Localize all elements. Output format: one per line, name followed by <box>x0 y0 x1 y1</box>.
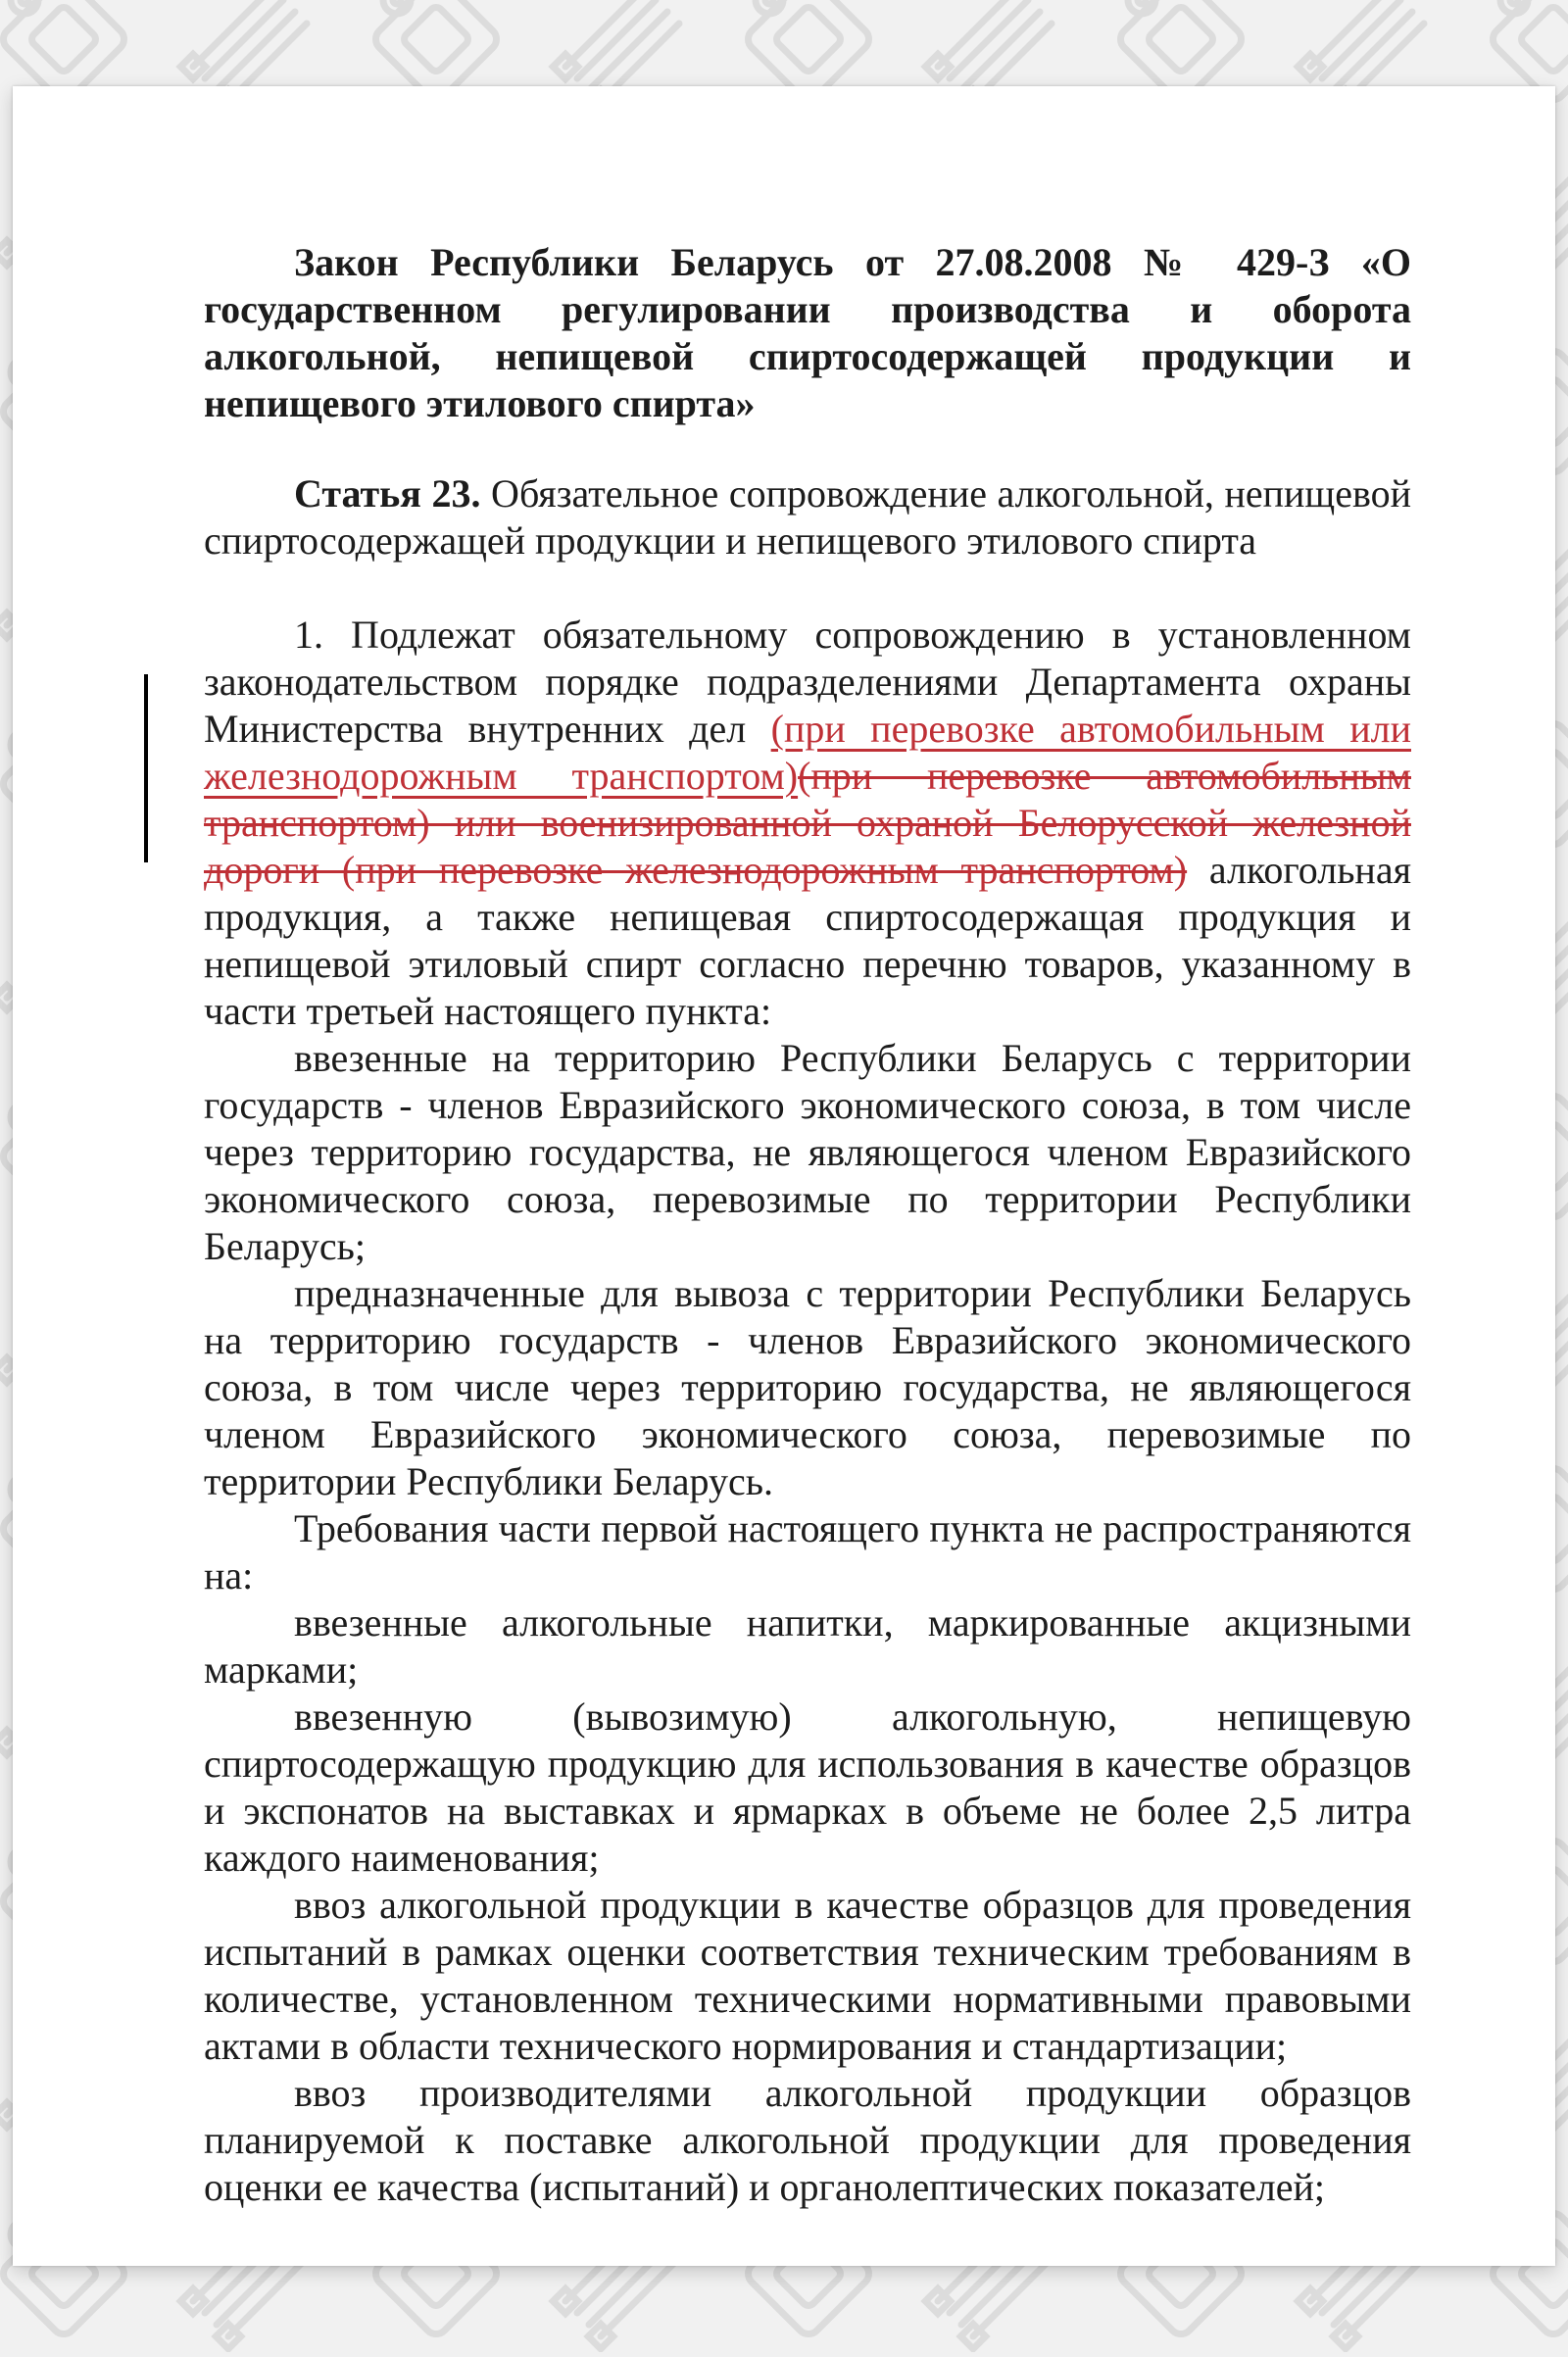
document-page <box>13 86 1555 2266</box>
paragraph: предназначенные для вывоза с территории Республики Беларусь на территорию государств - членов Евразийского экономического союза, в том числе через территорию государства, не являющегося членом Евразийского экономического союза, перевозимые по территории Республики Беларусь. <box>204 1271 1411 1503</box>
clause-1-paragraph <box>204 612 1411 1035</box>
document-content <box>204 239 1411 2211</box>
law-title: Закон Республики Беларусь от 27.08.2008 № 429-З «О государственном регулировании производства и оборота алкогольной, непищевой спиртосодержащей продукции и непищевого этилового спирта» <box>204 240 1411 425</box>
paragraph: ввезенные алкогольные напитки, маркированные акцизными марками; <box>204 1600 1411 1692</box>
paragraph: ввезенную (вывозимую) алкогольную, непищевую спиртосодержащую продукцию для использования в качестве образцов и экспонатов на выставках и ярмарках в объеме не более 2,5 литра каждого наименования; <box>204 1694 1411 1880</box>
paragraph: ввоз производителями алкогольной продукции образцов планируемой к поставке алкогольной продукции для проведения оценки ее качества (испытаний) и органолептических показателей; <box>204 2071 1411 2209</box>
inserted-text: (при перевозке автомобильным или железнодорожным транспортом) <box>204 707 1411 798</box>
article-number-label: Статья 23. <box>294 471 481 516</box>
article-heading <box>204 470 1411 565</box>
paragraph: ввоз алкогольной продукции в качестве образцов для проведения испытаний в рамках оценки соответствия техническим требованиям в количестве, установленном техническими нормативными правовыми актами в области технического нормирования и стандартизации; <box>204 1883 1411 2068</box>
revision-change-bar <box>144 674 148 862</box>
deleted-text: (при перевозке автомобильным транспортом) или военизированной охраной Белорусской железной дороги (при перевозке железнодорожным транспортом) <box>204 754 1411 892</box>
clause-1-text-after: алкогольная продукция, а также непищевая спиртосодержащая продукция и непищевой этиловый спирт согласно перечню товаров, указанному в части третьей настоящего пункта: <box>204 848 1411 1033</box>
clause-1-text-before: 1. Подлежат обязательному сопровождению в установленном законодательством порядке подразделениями Департамента охраны Министерства внутренних дел <box>204 613 1411 751</box>
paragraph: Требования части первой настоящего пункта не распространяются на: <box>204 1506 1411 1597</box>
paragraph: ввезенные на территорию Республики Беларусь с территории государств - членов Евразийского экономического союза, в том числе через территорию государства, не являющегося членом Евразийского экономического союза, перевозимые по территории Республики Беларусь; <box>204 1036 1411 1268</box>
article-heading-text: Обязательное сопровождение алкогольной, непищевой спиртосодержащей продукции и непищевого этилового спирта <box>204 471 1412 563</box>
